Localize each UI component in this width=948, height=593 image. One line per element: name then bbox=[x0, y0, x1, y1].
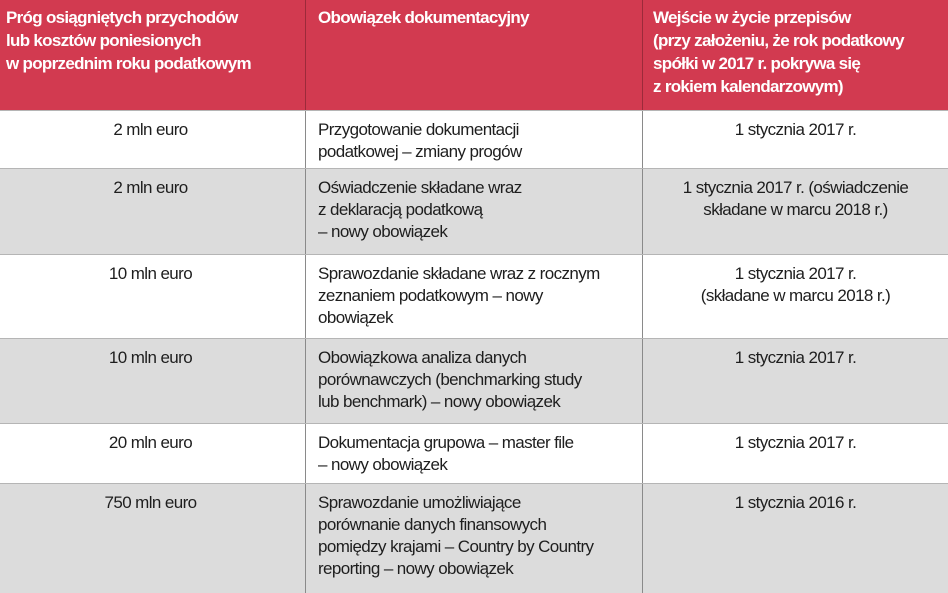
effective-line: składane w marcu 2018 r.) bbox=[703, 200, 888, 219]
obligation-line: – nowy obowiązek bbox=[318, 222, 448, 241]
effective-line: (składane w marcu 2018 r.) bbox=[700, 286, 891, 305]
obligation-line: Obowiązkowa analiza danych bbox=[318, 348, 527, 367]
header-effective-line: (przy założeniu, że rok podatkowy bbox=[653, 31, 904, 50]
effective-cell bbox=[643, 111, 948, 168]
obligation-line: – nowy obowiązek bbox=[318, 455, 448, 474]
obligation-cell bbox=[306, 111, 643, 168]
obligation-cell bbox=[306, 339, 643, 423]
header-effective-line: z rokiem kalendarzowym) bbox=[653, 77, 843, 96]
effective-cell bbox=[643, 484, 948, 593]
threshold-value: 10 mln euro bbox=[108, 348, 193, 367]
threshold-value: 750 mln euro bbox=[104, 493, 197, 512]
obligation-cell bbox=[306, 169, 643, 254]
obligation-line: porównawczych (benchmarking study bbox=[318, 370, 582, 389]
effective-cell bbox=[643, 339, 948, 423]
obligation-cell bbox=[306, 484, 643, 593]
threshold-value: 20 mln euro bbox=[108, 433, 193, 452]
effective-line: 1 stycznia 2016 r. bbox=[734, 493, 857, 512]
effective-line: 1 stycznia 2017 r. bbox=[734, 264, 857, 283]
threshold-cell bbox=[0, 169, 306, 254]
obligation-line: pomiędzy krajami – Country by Country bbox=[318, 537, 594, 556]
effective-cell bbox=[643, 255, 948, 338]
effective-cell bbox=[643, 424, 948, 483]
header-obligation-line: Obowiązek dokumentacyjny bbox=[318, 8, 529, 27]
effective-line: 1 stycznia 2017 r. bbox=[734, 433, 857, 452]
obligation-line: podatkowej – zmiany progów bbox=[318, 142, 522, 161]
table-row bbox=[0, 423, 948, 483]
obligation-line: Oświadczenie składane wraz bbox=[318, 178, 522, 197]
obligation-line: Sprawozdanie składane wraz z rocznym bbox=[318, 264, 600, 283]
obligation-line: Przygotowanie dokumentacji bbox=[318, 120, 519, 139]
threshold-cell bbox=[0, 111, 306, 168]
table-row bbox=[0, 483, 948, 593]
threshold-value: 2 mln euro bbox=[113, 120, 188, 139]
obligation-line: z deklaracją podatkową bbox=[318, 200, 483, 219]
header-obligation bbox=[306, 0, 643, 110]
obligation-line: Sprawozdanie umożliwiające bbox=[318, 493, 521, 512]
obligation-line: porównanie danych finansowych bbox=[318, 515, 547, 534]
table-row bbox=[0, 254, 948, 338]
obligation-line: Dokumentacja grupowa – master file bbox=[318, 433, 574, 452]
threshold-value: 2 mln euro bbox=[113, 178, 188, 197]
effective-cell bbox=[643, 169, 948, 254]
threshold-value: 10 mln euro bbox=[108, 264, 193, 283]
header-threshold-line: w poprzednim roku podatkowym bbox=[6, 54, 251, 73]
table-header bbox=[0, 0, 948, 110]
effective-line: 1 stycznia 2017 r. (oświadczenie bbox=[682, 178, 909, 197]
header-effective-line: Wejście w życie przepisów bbox=[653, 8, 851, 27]
threshold-cell bbox=[0, 484, 306, 593]
table-row bbox=[0, 338, 948, 423]
header-threshold-line: lub kosztów poniesionych bbox=[6, 31, 201, 50]
table-row bbox=[0, 110, 948, 168]
header-effective-line: spółki w 2017 r. pokrywa się bbox=[653, 54, 861, 73]
threshold-cell bbox=[0, 255, 306, 338]
obligation-cell bbox=[306, 255, 643, 338]
obligation-line: lub benchmark) – nowy obowiązek bbox=[318, 392, 561, 411]
obligation-cell bbox=[306, 424, 643, 483]
obligation-line: reporting – nowy obowiązek bbox=[318, 559, 514, 578]
effective-line: 1 stycznia 2017 r. bbox=[734, 348, 857, 367]
obligation-line: obowiązek bbox=[318, 308, 393, 327]
obligation-line: zeznaniem podatkowym – nowy bbox=[318, 286, 543, 305]
effective-line: 1 stycznia 2017 r. bbox=[734, 120, 857, 139]
table-row bbox=[0, 168, 948, 254]
threshold-cell bbox=[0, 339, 306, 423]
header-effective-date bbox=[643, 0, 948, 110]
threshold-cell bbox=[0, 424, 306, 483]
header-threshold-line: Próg osiągniętych przychodów bbox=[6, 8, 238, 27]
header-threshold bbox=[0, 0, 306, 110]
